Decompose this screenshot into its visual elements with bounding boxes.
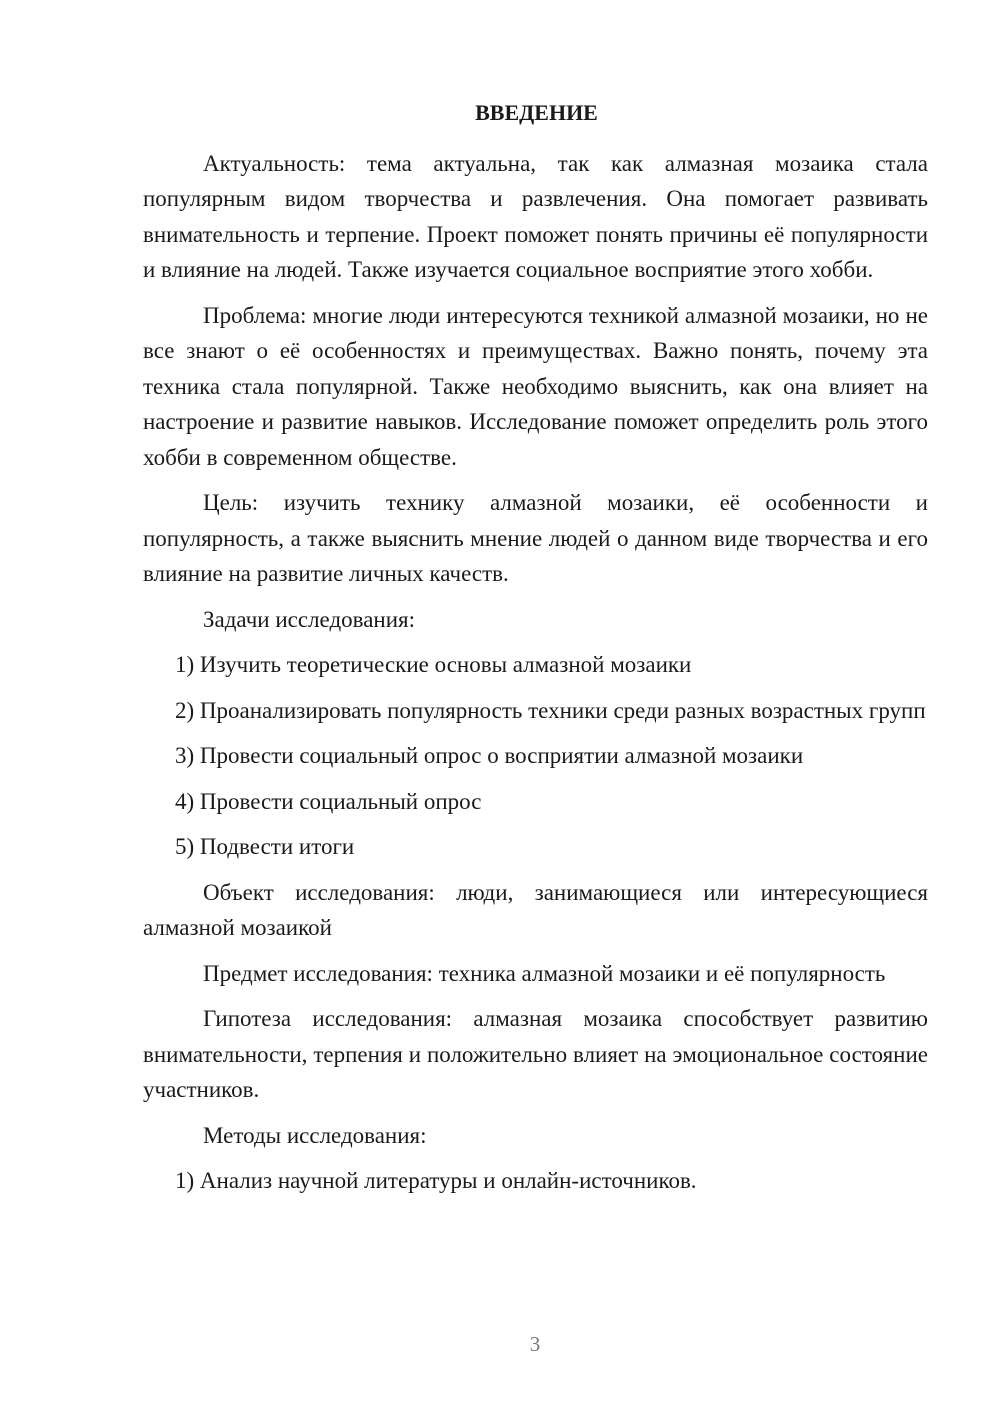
goal-paragraph: Цель: изучить технику алмазной мозаики, её особенности и популярность, а также выяснить мнение людей о данном виде творчества и его влияние на развитие личных качеств.: [143, 490, 928, 586]
page-content: [143, 95, 928, 1209]
relevance-paragraph: Актуальность: тема актуальна, так как алмазная мозаика стала популярным видом творчества и развлечения. Она помогает развивать внимательность и терпение. Проект поможет понять причины её популярности и влияние на людей. Также изучается социальное восприятие этого хобби.: [143, 150, 928, 282]
subject-paragraph: Предмет исследования: техника алмазной мозаики и её популярность: [203, 960, 886, 986]
task-item-4: 4) Провести социальный опрос: [175, 788, 482, 814]
page-title: ВВЕДЕНИЕ: [475, 100, 598, 125]
hypothesis-paragraph: Гипотеза исследования: алмазная мозаика способствует развитию внимательности, терпения и положительно влияет на эмоциональное состояние участников.: [143, 1006, 928, 1102]
task-item-5: 5) Подвести итоги: [175, 834, 355, 859]
object-paragraph: Объект исследования: люди, занимающиеся или интересующиеся алмазной мозаикой: [143, 879, 928, 940]
task-item-1: 1) Изучить теоретические основы алмазной мозаики: [175, 652, 692, 677]
tasks-heading: Задачи исследования:: [203, 606, 416, 632]
problem-paragraph: Проблема: многие люди интересуются техникой алмазной мозаики, но не все знают о её особенностях и преимуществах. Важно понять, почему эта техника стала популярной. Также необходимо выяснить, как она влияет на настроение и развитие навыков. Исследование поможет определить роль этого хобби в современном обществе.: [143, 302, 928, 470]
task-item-3: 3) Провести социальный опрос о восприятии алмазной мозаики: [175, 743, 804, 768]
task-item-2: 2) Проанализировать популярность техники среди разных возрастных групп: [175, 697, 926, 723]
method-item-1: 1) Анализ научной литературы и онлайн-источников.: [175, 1168, 697, 1193]
page-number: 3: [529, 1332, 541, 1356]
methods-heading: Методы исследования:: [203, 1122, 427, 1148]
